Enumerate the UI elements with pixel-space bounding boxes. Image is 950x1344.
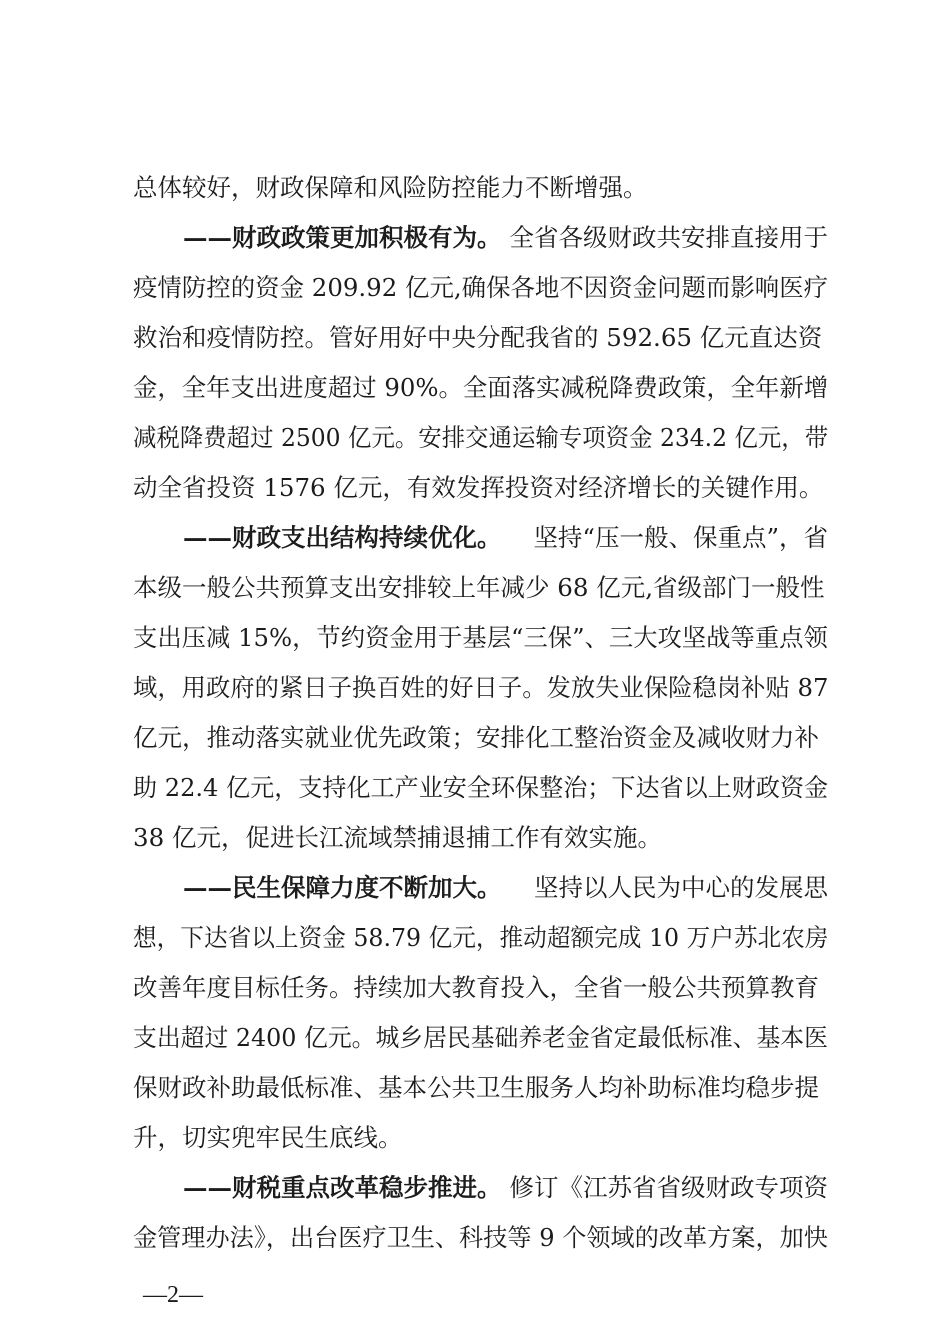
paragraph-first-line bbox=[183, 523, 828, 553]
paragraph-line: 保财政补助最低标准、基本公共卫生服务人均补助标准均稳步提 bbox=[133, 1073, 819, 1102]
paragraph-line: 金，全年支出进度超过 90%。全面落实减税降费政策，全年新增 bbox=[133, 373, 829, 402]
paragraph-line: 疫情防控的资金 209.92 亿元,确保各地不因资金问题而影响医疗 bbox=[133, 273, 829, 302]
paragraph-line: 总体较好，财政保障和风险防控能力不断增强。 bbox=[133, 173, 648, 202]
section-heading: ——财税重点改革稳步推进。 bbox=[183, 1173, 502, 1202]
paragraph-line: 升，切实兜牢民生底线。 bbox=[133, 1123, 403, 1152]
paragraph-first-line bbox=[183, 223, 828, 253]
page-number: —2— bbox=[143, 1282, 203, 1308]
paragraph-line: 坚持以人民为中心的发展思 bbox=[534, 873, 828, 902]
section-heading: ——财政政策更加积极有为。 bbox=[183, 223, 502, 252]
paragraph-line: 支出压减 15%，节约资金用于基层“三保”、三大攻坚战等重点领 bbox=[133, 623, 828, 652]
paragraph-line: 域，用政府的紧日子换百姓的好日子。发放失业保险稳岗补贴 87 bbox=[133, 673, 829, 702]
paragraph-line: 全省各级财政共安排直接用于 bbox=[509, 223, 828, 252]
paragraph-line: 救治和疫情防控。管好用好中央分配我省的 592.65 亿元直达资 bbox=[133, 323, 823, 352]
paragraph-first-line bbox=[183, 1173, 828, 1203]
paragraph-line: 修订《江苏省省级财政专项资 bbox=[509, 1173, 828, 1202]
paragraph-line: 想，下达省以上资金 58.79 亿元，推动超额完成 10 万户苏北农房 bbox=[133, 923, 829, 952]
section-heading: ——民生保障力度不断加大。 bbox=[183, 873, 502, 902]
paragraph-line: 金管理办法》，出台医疗卫生、科技等 9 个领域的改革方案，加快 bbox=[133, 1223, 828, 1252]
paragraph-first-line bbox=[183, 873, 828, 903]
paragraph-line: 助 22.4 亿元，支持化工产业安全环保整治；下达省以上财政资金 bbox=[133, 773, 829, 802]
paragraph-line: 减税降费超过 2500 亿元。安排交通运输专项资金 234.2 亿元，带 bbox=[133, 423, 829, 452]
paragraph-line: 坚持“压一般、保重点”，省 bbox=[533, 523, 828, 552]
paragraph-line: 改善年度目标任务。持续加大教育投入，全省一般公共预算教育 bbox=[133, 973, 819, 1002]
paragraph-line: 亿元，推动落实就业优先政策；安排化工整治资金及减收财力补 bbox=[133, 723, 819, 752]
paragraph-line: 38 亿元，促进长江流域禁捕退捕工作有效实施。 bbox=[133, 823, 662, 852]
section-heading: ——财政支出结构持续优化。 bbox=[183, 523, 502, 552]
paragraph-line: 支出超过 2400 亿元。城乡居民基础养老金省定最低标准、基本医 bbox=[133, 1023, 828, 1052]
paragraph-line: 动全省投资 1576 亿元，有效发挥投资对经济增长的关键作用。 bbox=[133, 473, 824, 502]
paragraph-line: 本级一般公共预算支出安排较上年减少 68 亿元,省级部门一般性 bbox=[133, 573, 825, 602]
